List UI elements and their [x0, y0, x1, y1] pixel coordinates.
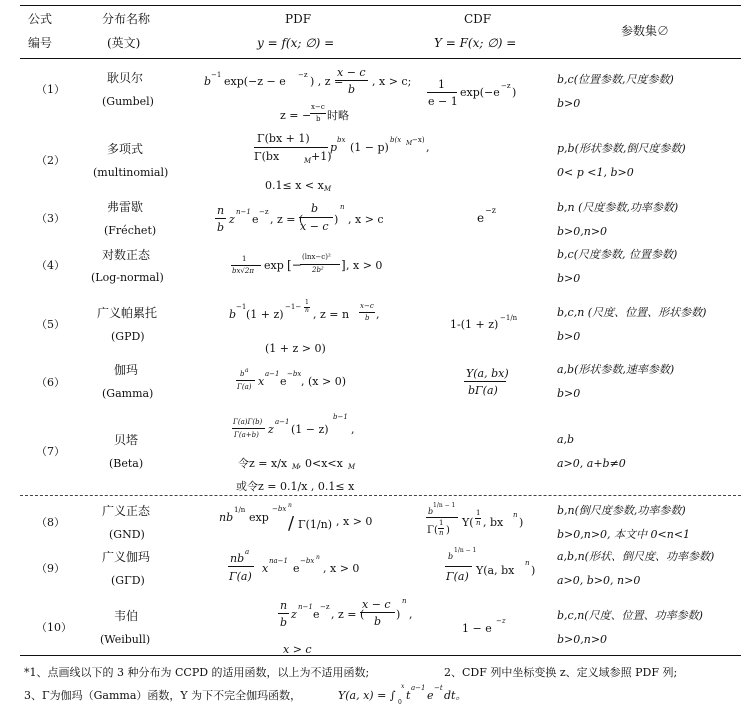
row-name-en: (Weibull) — [100, 633, 151, 646]
row-number: （10） — [36, 621, 72, 634]
row-name-cn: 多项式 — [107, 142, 144, 156]
row-number: （8） — [36, 516, 65, 529]
row-number: （4） — [36, 259, 65, 272]
row-number: （6） — [36, 376, 65, 389]
row-name-cn: 对数正态 — [102, 248, 151, 262]
param-line2: a>0, a+b≠0 — [557, 457, 626, 470]
param-line1: b,n(倒尺度参数,功率参数) — [557, 504, 686, 517]
row-name-cn: 弗雷歇 — [107, 200, 144, 214]
header-col3-line2: 𝑦 = 𝑓(𝑥; ∅) = — [257, 36, 335, 50]
param-line2: b>0 — [557, 330, 581, 343]
table-top-rule — [20, 5, 741, 6]
row-name-cn: 韦伯 — [114, 609, 139, 623]
param-line2: b>0 — [557, 97, 581, 110]
param-line1: b,c,n(尺度、位置、功率参数) — [557, 609, 703, 622]
param-line2: b>0,n>0, 本文中 0<n<1 — [557, 528, 691, 541]
footnote-line1-a: *1、点画线以下的 3 种分布为 CCPD 的适用函数，以上为不适用函数; — [24, 666, 370, 679]
param-line2: b>0 — [557, 272, 581, 285]
row-name-en: (GPD) — [111, 330, 145, 343]
param-line1: a,b(形状参数,速率参数) — [557, 363, 675, 376]
row-number: （7） — [36, 445, 65, 458]
row-number: （2） — [36, 154, 65, 167]
row-name-cn: 贝塔 — [114, 433, 139, 447]
footnote-line2-a: 3、Γ为伽玛（Gamma）函数，Υ 为下不完全伽玛函数， — [24, 689, 302, 702]
row-name-cn: 广义伽玛 — [102, 550, 151, 564]
row-number: （9） — [36, 562, 65, 575]
param-line1: b,c,n (尺度、位置、形状参数) — [557, 306, 707, 319]
row-number: （3） — [36, 212, 65, 225]
param-line1: b,n (尺度参数,功率参数) — [557, 201, 679, 214]
param-line2: b>0,n>0 — [557, 225, 608, 238]
row-name-cn: 广义正态 — [102, 504, 151, 518]
header-bottom-rule — [20, 58, 741, 59]
row-name-en: (multinomial) — [93, 166, 169, 179]
ccpd-dash-divider — [20, 495, 741, 496]
param-line2: b>0 — [557, 387, 581, 400]
footnote-line1-b: 2、CDF 列中坐标变换 z、定义域参照 PDF 列; — [444, 666, 678, 679]
row-number: （1） — [36, 83, 65, 96]
row-name-en: (Beta) — [109, 457, 144, 470]
row-name-en: (Gamma) — [102, 387, 154, 400]
row-name-en: (Fréchet) — [104, 224, 157, 237]
row-name-en: (GΓD) — [111, 574, 145, 587]
param-line2: 0< p <1, b>0 — [557, 166, 634, 179]
row-name-cn: 广义帕累托 — [97, 306, 158, 320]
row-name-cn: 耿贝尔 — [107, 71, 144, 85]
row-number: （5） — [36, 318, 65, 331]
header-col4-line1: CDF — [464, 12, 492, 26]
row-name-en: (GND) — [109, 528, 145, 541]
header-col2-line1: 分布名称 — [102, 12, 151, 26]
param-line2: a>0, b>0, n>0 — [557, 574, 641, 587]
header-col3-line1: PDF — [285, 12, 312, 26]
param-line2: b>0,n>0 — [557, 633, 608, 646]
row-name-en: (Gumbel) — [102, 95, 154, 108]
param-line1: b,c(位置参数,尺度参数) — [557, 73, 674, 86]
header-col2-line2: (英文) — [107, 36, 141, 50]
footnote-formula: Υ(a, x) = ∫ — [338, 689, 396, 702]
param-line1: p,b(形状参数,倒尺度参数) — [557, 142, 686, 155]
table-bottom-rule — [20, 655, 741, 656]
param-line1: a,b — [557, 433, 575, 446]
param-line1: a,b,n(形状、倒尺度、功率参数) — [557, 550, 715, 563]
header-col1-line1: 公式 — [28, 12, 53, 26]
header-col4-line2: 𝑌 = F(𝑥; ∅) = — [434, 36, 517, 50]
header-col5: 参数集∅ — [621, 24, 670, 38]
param-line1: b,c(尺度参数, 位置参数) — [557, 248, 678, 261]
header-col1-line2: 编号 — [28, 36, 53, 50]
row-name-en: (Log-normal) — [91, 271, 164, 284]
row-name-cn: 伽玛 — [114, 363, 139, 377]
